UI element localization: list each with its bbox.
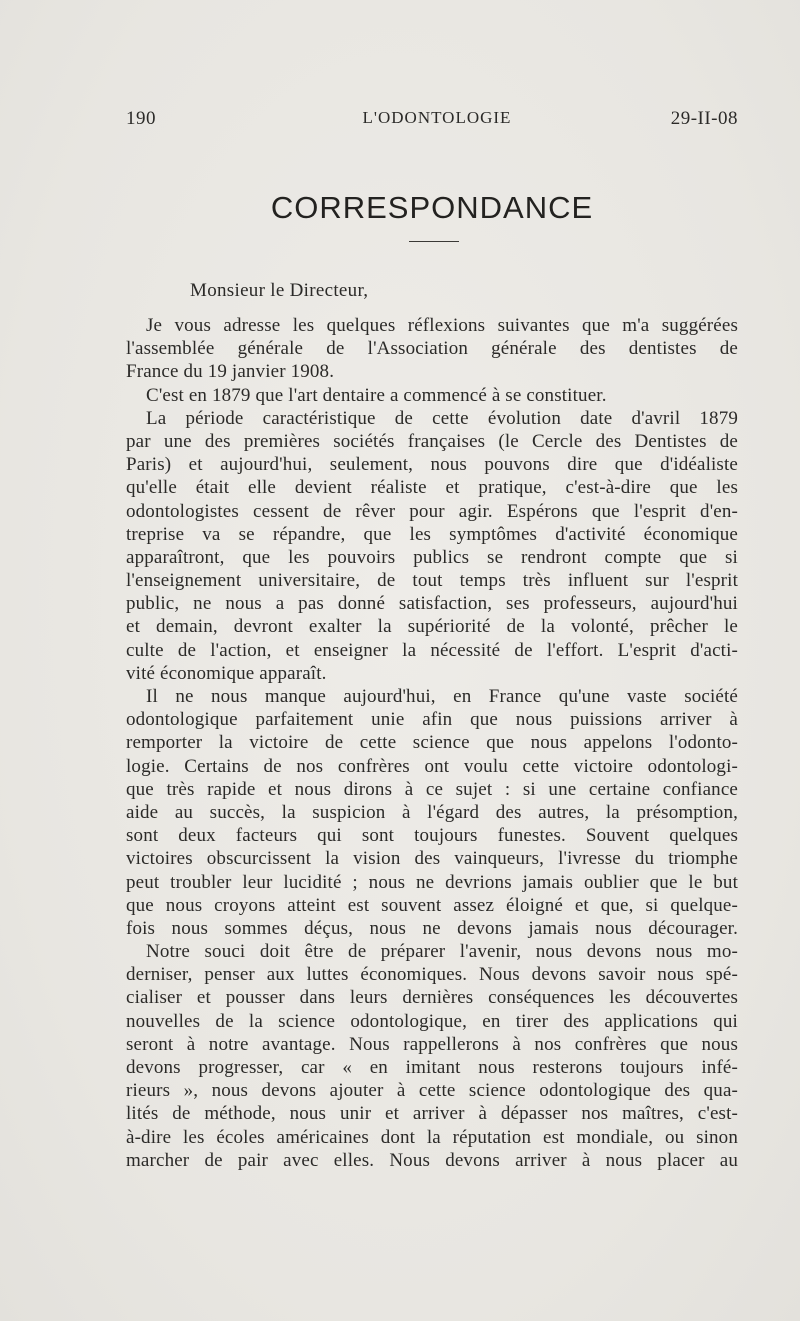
text-line: public, ne nous a pas donné satisfaction, ses professeurs, aujourd'hui — [126, 593, 738, 615]
text-line: La période caractéristique de cette évolution date d'avril 1879 — [146, 407, 738, 429]
text-line: que très rapide et nous dirons à ce sujet : si une certaine confiance — [126, 778, 738, 800]
text-line: France du 19 janvier 1908. — [126, 361, 335, 383]
text-line: et demain, devront exalter la supériorité de la volonté, prêcher le — [126, 616, 738, 638]
text-line: l'enseignement universitaire, de tout temps très influent sur l'esprit — [126, 570, 738, 592]
text-line: devons progresser, car « en imitant nous resterons toujours infé- — [126, 1057, 738, 1078]
text-line: fois nous sommes déçus, nous ne devons jamais nous décourager. — [126, 917, 738, 939]
text-line: l'assemblée générale de l'Association générale des dentistes de — [126, 338, 738, 360]
text-line: odontologique parfaitement unie afin que nous puissions arriver à — [126, 709, 738, 731]
text-line: logie. Certains de nos confrères ont voulu cette victoire odontologi- — [126, 755, 738, 777]
text-line: rieurs », nous devons ajouter à cette science odontologique des qua- — [126, 1080, 738, 1102]
text-line: que nous croyons atteint est souvent assez éloigné et que, si quelque- — [126, 894, 738, 916]
letter-body — [126, 314, 738, 1172]
text-line: C'est en 1879 que l'art dentaire a commencé à se constituer. — [146, 384, 607, 406]
text-line: sont deux facteurs qui sont toujours funestes. Souvent quelques — [126, 825, 738, 847]
text-line: seront à notre avantage. Nous rappellerons à nos confrères que nous — [126, 1033, 738, 1055]
text-line: Je vous adresse les quelques réflexions suivantes que m'a suggérées — [146, 315, 738, 336]
text-line: derniser, penser aux luttes économiques. Nous devons savoir nous spé- — [126, 964, 738, 986]
text-line: lités de méthode, nous unir et arriver à dépasser nos maîtres, c'est- — [126, 1103, 738, 1125]
text-line: odontologistes cessent de rêver pour agir. Espérons que l'esprit d'en- — [126, 500, 738, 522]
text-line: apparaîtront, que les pouvoirs publics se rendront compte que si — [126, 546, 738, 568]
journal-title: L'ODONTOLOGIE — [362, 108, 512, 127]
issue-date: 29-II-08 — [670, 108, 738, 129]
text-line: vité économique apparaît. — [126, 662, 327, 684]
text-line: aide au succès, la suspicion à l'égard des autres, la présomption, — [126, 801, 738, 823]
title-rule — [409, 241, 459, 242]
text-line: treprise va se répandre, que les symptômes d'activité économique — [126, 523, 738, 545]
text-line: marcher de pair avec elles. Nous devons arriver à nous placer au — [126, 1149, 738, 1171]
text-line: victoires obscurcissent la vision des vainqueurs, l'ivresse du triomphe — [126, 848, 738, 870]
section-title: CORRESPONDANCE — [270, 190, 594, 225]
text-line: Notre souci doit être de préparer l'avenir, nous devons nous mo- — [146, 941, 738, 963]
text-line: Paris) et aujourd'hui, seulement, nous pouvons dire que d'idéaliste — [126, 454, 738, 476]
text-line: cialiser et pousser dans leurs dernières conséquences les découvertes — [126, 987, 738, 1009]
text-line: peut troubler leur lucidité ; nous ne devrions jamais oublier que le but — [126, 871, 738, 893]
text-line: remporter la victoire de cette science que nous appelons l'odonto- — [126, 732, 738, 754]
text-line: culte de l'action, et enseigner la nécessité de l'effort. L'esprit d'acti- — [126, 639, 738, 661]
text-line: nouvelles de la science odontologique, en tirer des applications qui — [126, 1010, 738, 1032]
text-line: par une des premières sociétés françaises (le Cercle des Dentistes de — [126, 430, 738, 452]
text-line: qu'elle était elle devient réaliste et pratique, c'est-à-dire que les — [126, 477, 738, 499]
text-line: Il ne nous manque aujourd'hui, en France qu'une vaste société — [146, 686, 738, 707]
running-head — [126, 108, 738, 136]
salutation: Monsieur le Directeur, — [190, 280, 369, 301]
text-line: à-dire les écoles américaines dont la réputation est mondiale, ou sinon — [126, 1126, 738, 1148]
page-number: 190 — [126, 108, 156, 129]
